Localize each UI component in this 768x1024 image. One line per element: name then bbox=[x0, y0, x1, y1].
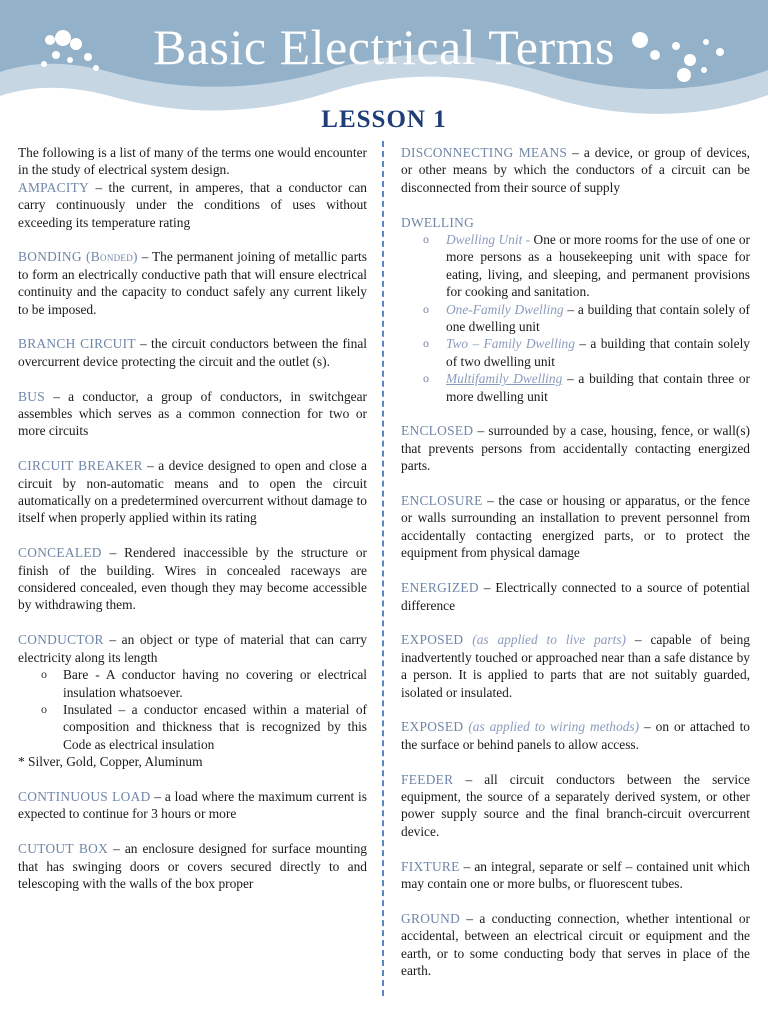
term-concealed bbox=[18, 544, 367, 614]
term-circuit-breaker bbox=[18, 457, 367, 527]
term-ampacity bbox=[18, 179, 367, 231]
list-item: o Insulated – a conductor encased within a material of composition and thickness that is recognized by this Code as electrical insulation bbox=[41, 701, 367, 752]
page-title: Basic Electrical Terms bbox=[153, 19, 615, 75]
term-name: DISCONNECTING MEANS bbox=[401, 145, 568, 160]
term-energized bbox=[401, 579, 750, 614]
term-name: ENCLOSURE bbox=[401, 493, 483, 509]
term-continuous-load bbox=[18, 788, 367, 823]
term-name: EXPOSED bbox=[401, 632, 464, 648]
term-name: EXPOSED bbox=[401, 719, 464, 735]
list-item: o Multifamily Dwelling – a building that contain three or more dwelling unit bbox=[423, 371, 750, 404]
term-definition: – the case or housing or apparatus, or the fence or walls surrounding an installation to prevent personnel from accidentally contacting energized parts, or to protect the equipment from physical damage bbox=[401, 493, 750, 561]
term-disconnecting-means bbox=[401, 144, 750, 196]
term-name: FEEDER bbox=[401, 771, 454, 787]
term-definition: – Rendered inaccessible by the structure or finish of the building. Wires in concealed raceways are considered concealed, even though they may become accessible by withdrawing them. bbox=[18, 545, 367, 613]
term-cutout-box bbox=[18, 840, 367, 892]
left-column bbox=[18, 144, 367, 910]
conductor-heading bbox=[18, 631, 367, 666]
term-ground bbox=[401, 910, 750, 980]
term-qualifier: (as applied to wiring methods) bbox=[468, 719, 640, 735]
circle-bullet-icon: o bbox=[423, 371, 429, 386]
conductor-list bbox=[18, 666, 367, 753]
term-name: CONCEALED bbox=[18, 545, 102, 561]
term-definition: – an object or type of material that can carry electricity along its length bbox=[18, 632, 367, 665]
term-enclosed bbox=[401, 422, 750, 474]
term-definition: – surrounded by a case, housing, fence, or wall(s) that prevents persons from accidentally contacting energized parts. bbox=[401, 423, 750, 474]
term-fixture bbox=[401, 858, 750, 893]
term-qualifier: (as applied to live parts) bbox=[472, 632, 627, 648]
term-conductor bbox=[18, 631, 367, 770]
term-name: CONTINUOUS LOAD bbox=[18, 788, 151, 804]
term-name: CIRCUIT BREAKER bbox=[18, 458, 143, 474]
circle-bullet-icon: o bbox=[41, 667, 47, 682]
term-definition: – The permanent joining of metallic parts to form an electrically conductive path that will ensure electrical continuity and the capacity to conduct safely any current likely to be imposed. bbox=[18, 249, 367, 317]
term-definition: – the current, in amperes, that a conductor can carry continuously under the conditions of uses without exceeding its temperature rating bbox=[18, 179, 367, 230]
list-item: o Bare - A conductor having no covering or electrical insulation whatsoever. bbox=[41, 667, 367, 700]
term-feeder bbox=[401, 771, 750, 841]
term-name: CONDUCTOR bbox=[18, 632, 104, 648]
list-item: o Two – Family Dwelling – a building that contain solely of two dwelling unit bbox=[423, 336, 750, 369]
term-branch-circuit bbox=[18, 335, 367, 370]
term-exposed-live-parts bbox=[401, 631, 750, 701]
dwelling-list bbox=[401, 231, 750, 405]
term-definition: – an enclosure designed for surface mounting that has swinging doors or covers secured directly to and telescoping with the walls of the box proper bbox=[18, 841, 368, 891]
column-divider bbox=[382, 141, 384, 996]
term-name: BUS bbox=[18, 388, 45, 404]
term-name: BRANCH CIRCUIT bbox=[18, 336, 136, 352]
term-enclosure bbox=[401, 492, 750, 562]
intro-text: The following is a list of many of the terms one would encounter in the study of electrical system design. bbox=[18, 145, 367, 178]
term-name: GROUND bbox=[401, 910, 461, 926]
term-definition: – a conductor, a group of conductors, in switchgear assembles which serves as a common connection for two or more circuits bbox=[18, 388, 367, 439]
circle-bullet-icon: o bbox=[423, 301, 429, 316]
term-definition: – a device, or group of devices, or other means by which the conductors of a circuit can be disconnected from their source of supply bbox=[401, 145, 750, 195]
term-dwelling bbox=[401, 214, 750, 405]
circle-bullet-icon: o bbox=[41, 701, 47, 716]
list-item: o Dwelling Unit - One or more rooms for the use of one or more persons as a housekeeping unit with space for eating, living, and sleeping, and permanent provisions for cooking and sanitation. bbox=[423, 232, 750, 300]
term-bus bbox=[18, 388, 367, 440]
term-definition: – capable of being inadvertently touched or approached near than a safe distance by a person. It is applied to parts that are not suitably guarded, isolated or insulated. bbox=[401, 632, 750, 700]
term-name: AMPACITY bbox=[18, 179, 90, 195]
term-bonding bbox=[18, 248, 367, 318]
term-definition: – a conducting connection, whether intentional or accidental, between an electrical circuit or equipment and the earth, or to some conducting body that serves in place of the earth. bbox=[401, 910, 750, 978]
term-name: CUTOUT BOX bbox=[18, 841, 109, 857]
term-definition: – a device designed to open and close a circuit by non-automatic means and to open the circuit automatically on a predetermined overcurrent without damage to itself when properly applied within its rating bbox=[18, 458, 367, 526]
term-name: ENCLOSED bbox=[401, 423, 474, 439]
circle-bullet-icon: o bbox=[423, 336, 429, 351]
term-definition: – a load where the maximum current is expected to continue for 3 hours or more bbox=[18, 788, 367, 822]
right-column bbox=[401, 144, 750, 997]
term-exposed-wiring bbox=[401, 718, 750, 753]
lesson-heading: LESSON 1 bbox=[321, 106, 447, 133]
term-definition: – an integral, separate or self – contained unit which may contain one or more bulbs, or fluorescent tubes. bbox=[401, 858, 750, 891]
list-item: o One-Family Dwelling – a building that contain solely of one dwelling unit bbox=[423, 301, 750, 335]
term-definition: – on or attached to the surface or behind panels to allow access. bbox=[401, 719, 750, 752]
term-name: ENERGIZED bbox=[401, 580, 479, 596]
circle-bullet-icon: o bbox=[423, 232, 429, 247]
term-definition: – all circuit conductors between the service equipment, the source of a separately derived system, or other power supply source and the final branch-circuit overcurrent device. bbox=[401, 771, 750, 839]
term-name: BONDING (Bonded) bbox=[18, 249, 138, 265]
term-definition: – Electrically connected to a source of potential difference bbox=[401, 580, 750, 613]
term-name: DWELLING bbox=[401, 214, 475, 230]
term-name: FIXTURE bbox=[401, 858, 460, 874]
conductor-note: * Silver, Gold, Copper, Aluminum bbox=[18, 754, 203, 770]
term-definition: – the circuit conductors between the final overcurrent device protecting the circuit and the outlet (s). bbox=[18, 336, 367, 369]
